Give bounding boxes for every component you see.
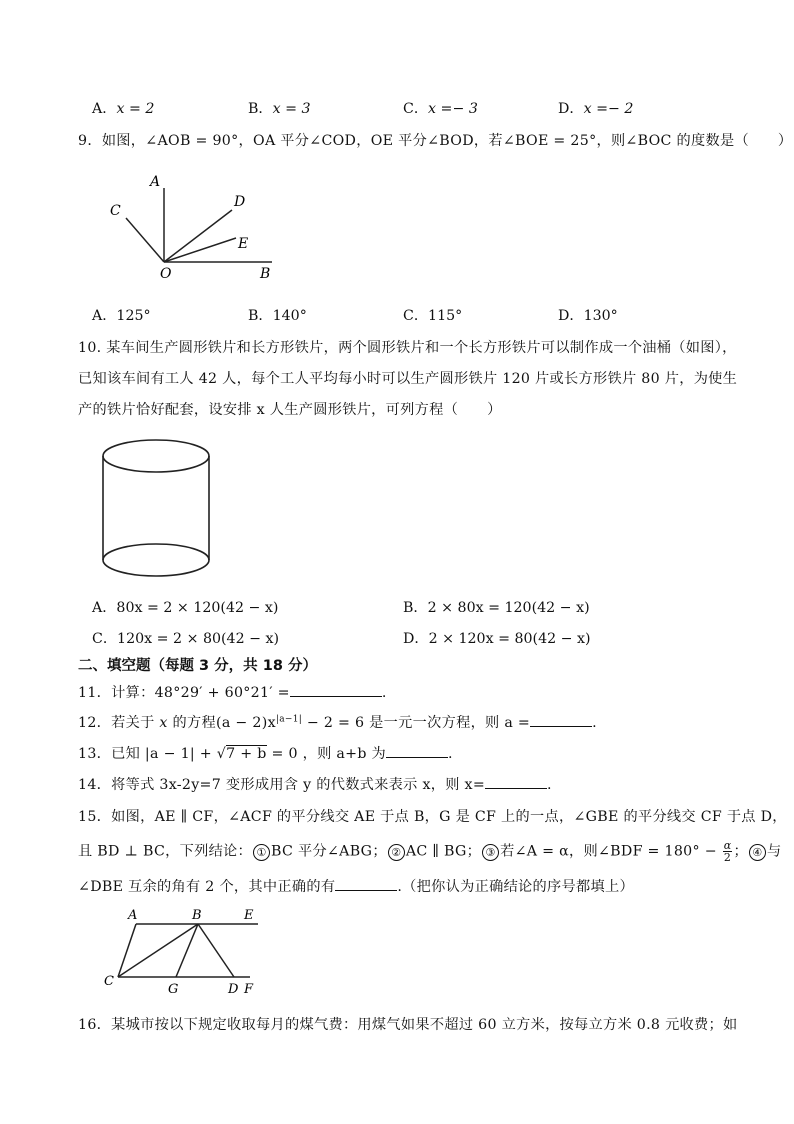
- q9-option-a: A．125°: [92, 308, 151, 324]
- q16-line-1: 16．某城市按以下规定收取每月的煤气费：用煤气如果不超过 60 立方米，按每立方米 0.8 元收费；如: [78, 1017, 738, 1033]
- q15-label-d: D: [228, 982, 239, 997]
- section-title-fill-in: 二、填空题（每题 3 分，共 18 分）: [78, 658, 317, 674]
- q15-label-f: F: [244, 982, 254, 997]
- q11-question: 11．计算：48°29′ + 60°21′ = .: [78, 682, 387, 702]
- q9-label-c: C: [110, 203, 121, 219]
- q15-answer-blank: [335, 876, 397, 891]
- q8-option-a: A．x = 2: [92, 101, 155, 117]
- q10-option-a: A．80x = 2 × 120(42 − x): [92, 600, 279, 616]
- q10-cylinder-figure: [98, 436, 218, 584]
- q9-label-b: B: [260, 266, 271, 282]
- q14-question: 14．将等式 3x-2y=7 变形成用含 y 的代数式来表示 x，则 x= .: [78, 774, 552, 794]
- q15-label-e: E: [244, 908, 254, 923]
- q9-question-text: 9．如图，∠AOB = 90°，OA 平分∠COD，OE 平分∠BOD，若∠BOE = 25°，则∠BOC 的度数是（ ）: [78, 133, 793, 149]
- q9-option-c: C．115°: [403, 308, 463, 324]
- q8-option-d: D．x =− 2: [558, 101, 634, 117]
- q13-answer-blank: [386, 743, 448, 758]
- q15-label-b: B: [192, 908, 202, 923]
- q15-line-1: 15．如图，AE ∥ CF，∠ACF 的平分线交 AE 于点 B，G 是 CF 上的一点，∠GBE 的平分线交 CF 于点 D，: [78, 809, 787, 825]
- q10-option-d: D．2 × 120x = 80(42 − x): [403, 631, 591, 647]
- q15-line-3: ∠DBE 互余的角有 2 个，其中正确的有 .（把你认为正确结论的序号都填上）: [78, 876, 634, 896]
- q13-question: 13．已知 |a − 1| + √7 + b = 0 ，则 a+b 为 .: [78, 743, 453, 763]
- q9-option-b: B．140°: [248, 308, 307, 324]
- q10-line-1: 10. 某车间生产圆形铁片和长方形铁片，两个圆形铁片和一个长方形铁片可以制作成一个油桶（如图），: [78, 340, 737, 356]
- q10-line-3: 产的铁片恰好配套，设安排 x 人生产圆形铁片，可列方程（ ）: [78, 402, 502, 418]
- q11-answer-blank: [290, 682, 382, 697]
- q10-option-b: B．2 × 80x = 120(42 − x): [403, 600, 590, 616]
- q14-answer-blank: [485, 774, 547, 789]
- q9-label-d: D: [234, 194, 246, 210]
- q15-label-g: G: [168, 982, 179, 997]
- q9-label-e: E: [238, 236, 249, 252]
- q15-label-a: A: [128, 908, 138, 923]
- q12-question: 12．若关于 x 的方程$(a - 2)x^{|a-1|} - 2 = 6$ 是一元一次方程，则 a = .: [78, 712, 597, 732]
- q9-label-o: O: [160, 266, 172, 282]
- q15-line-2: 且 BD ⊥ BC，下列结论： ① BC 平分∠ABG； ② AC ∥ BG； ③ 若∠A = α，则∠BDF = 180° − $\frac{\alpha}{2}$ ； ④ 与: [78, 839, 782, 864]
- q9-option-d: D．130°: [558, 308, 618, 324]
- q9-angle-figure: [100, 168, 280, 283]
- q10-option-c: C．120x = 2 × 80(42 − x): [92, 631, 280, 647]
- q9-label-a: A: [150, 174, 161, 190]
- q8-option-b: B．x = 3: [248, 101, 311, 117]
- q15-label-c: C: [104, 974, 114, 989]
- q12-answer-blank: [530, 712, 592, 727]
- q10-line-2: 已知该车间有工人 42 人，每个工人平均每小时可以生产圆形铁片 120 片或长方形铁片 80 片，为使生: [78, 371, 738, 387]
- q15-parallel-lines-figure: [98, 905, 268, 997]
- q8-option-c: C．x =− 3: [403, 101, 478, 117]
